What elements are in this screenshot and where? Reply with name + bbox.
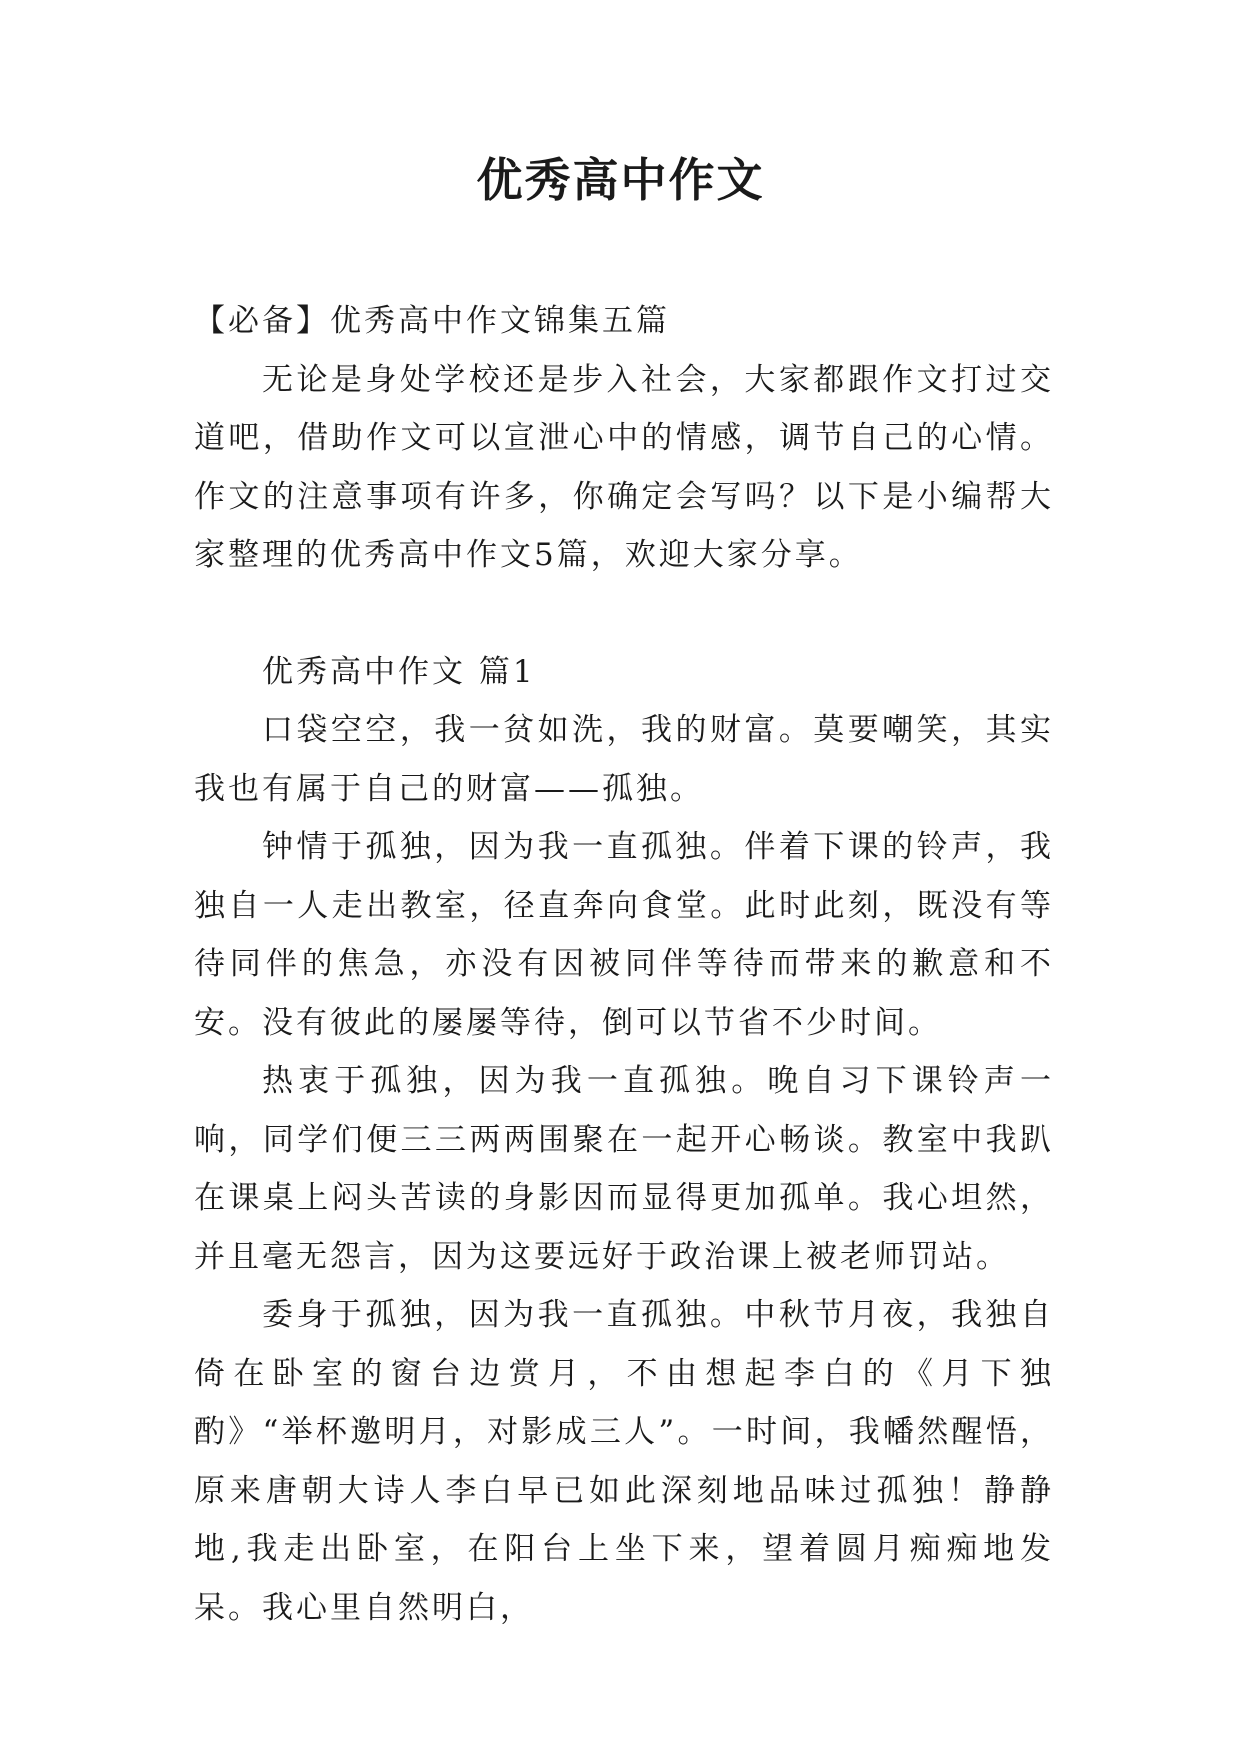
document-title: 优秀高中作文 [476, 153, 765, 207]
section-heading: 优秀高中作文 篇1 [262, 653, 536, 690]
essay-paragraph: 口袋空空，我一贫如洗，我的财富。莫要嘲笑，其实我也有属于自己的财富——孤独。 [194, 712, 1054, 807]
essay-paragraph: 热衷于孤独，因为我一直孤独。晚自习下课铃声一响，同学们便三三两两围聚在一起开心畅谈。教室中我趴在课桌上闷头苦读的身影因而显得更加孤单。我心坦然，并且毫无怨言，因为这要远好于政治课上被老师罚站。 [194, 1063, 1054, 1275]
section-spacer [194, 585, 1054, 643]
intro-paragraph: 无论是身处学校还是步入社会，大家都跟作文打过交道吧，借助作文可以宣泄心中的情感，调节自己的心情。作文的注意事项有许多，你确定会写吗？以下是小编帮大家整理的优秀高中作文5篇，欢迎大家分享。 [194, 361, 1054, 573]
document-subtitle: 【必备】优秀高中作文锦集五篇 [194, 303, 670, 339]
essay-paragraph: 钟情于孤独，因为我一直孤独。伴着下课的铃声，我独自一人走出教室，径直奔向食堂。此时此刻，既没有等待同伴的焦急，亦没有因被同伴等待而带来的歉意和不安。没有彼此的屡屡等待，倒可以节省不少时间。 [194, 829, 1054, 1041]
document-body [194, 292, 1054, 1637]
essay-paragraph: 委身于孤独，因为我一直孤独。中秋节月夜，我独自倚在卧室的窗台边赏月，不由想起李白的《月下独酌》“举杯邀明月，对影成三人”。一时间，我幡然醒悟，原来唐朝大诗人李白早已如此深刻地品味过孤独！静静地,我走出卧室，在阳台上坐下来，望着圆月痴痴地发呆。我心里自然明白， [194, 1297, 1054, 1626]
